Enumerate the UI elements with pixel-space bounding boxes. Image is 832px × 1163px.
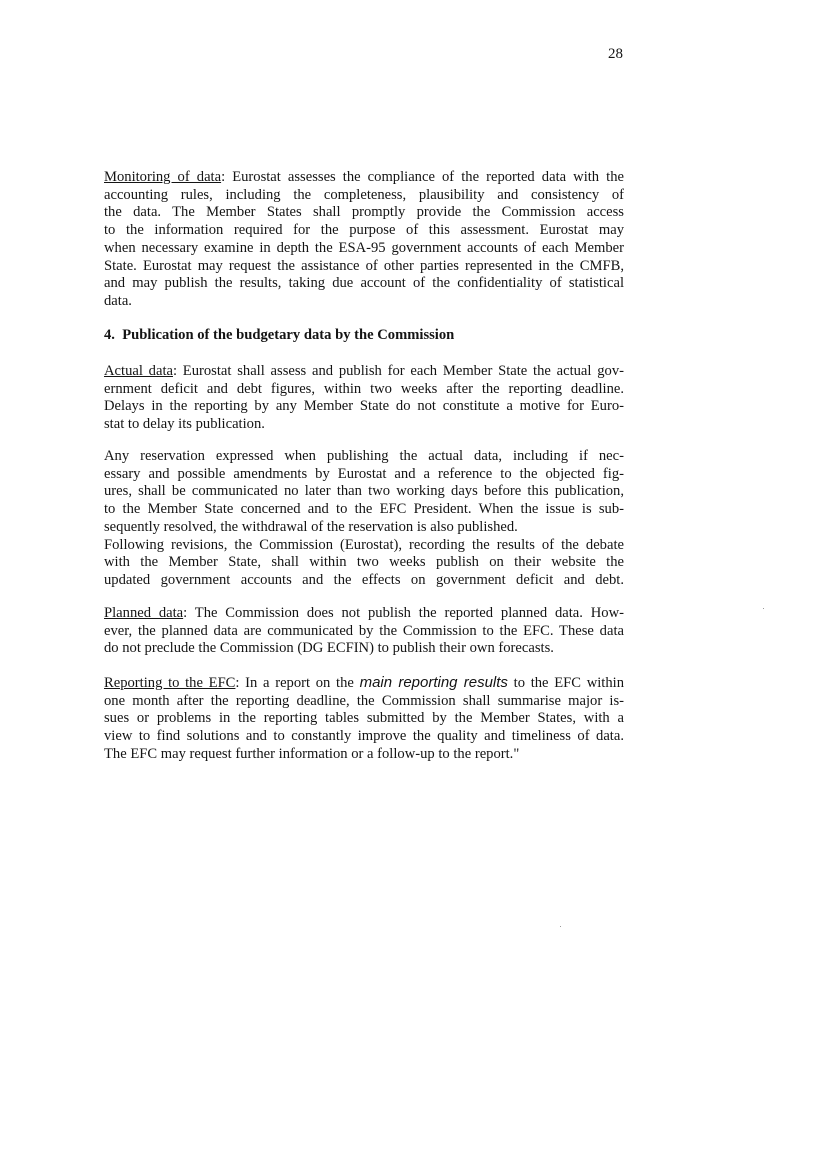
reporting-line-3: sues or problems in the reporting tables submitted by the Member States, with a (104, 710, 624, 727)
reservation-line-7: with the Member State, shall within two weeks publish on their website the (104, 554, 624, 571)
reporting-label: Reporting to the EFC (104, 675, 236, 691)
reporting-emphasis: main reporting results (359, 674, 508, 691)
reservation-line-5: sequently resolved, the withdrawal of the reservation is also published. (104, 518, 518, 535)
reservation-line-4: to the Member State concerned and to the EFC President. When the issue is sub- (104, 501, 624, 518)
scan-speck (560, 926, 561, 927)
paragraph-line (104, 169, 624, 187)
scan-speck (763, 608, 764, 609)
paragraph-reservation (104, 448, 624, 590)
planned-line-1: : The Commission does not publish the reported planned data. How- (183, 605, 624, 621)
paragraph-reporting (104, 674, 624, 764)
paragraph-line (104, 674, 624, 693)
reporting-line-4: view to find solutions and to constantly improve the quality and timeliness of data. (104, 728, 624, 745)
reservation-line-1: Any reservation expressed when publishing the actual data, including if nec- (104, 448, 624, 464)
actual-line-4: stat to delay its publication. (104, 416, 265, 433)
page-number: 28 (608, 46, 623, 62)
monitoring-line-4: to the information required for the purpose of this assessment. Eurostat may (104, 222, 624, 239)
paragraph-actual (104, 363, 624, 434)
monitoring-line-6: State. Eurostat may request the assistance of other parties represented in the CMFB, (104, 257, 624, 274)
section-heading: 4. Publication of the budgetary data by the Commission (104, 327, 455, 343)
actual-line-3: Delays in the reporting by any Member State do not constitute a motive for Euro- (104, 398, 624, 415)
reporting-line-5: The EFC may request further information or a follow-up to the report." (104, 745, 520, 762)
reporting-line-1-pre: : In a report on the (235, 675, 360, 691)
actual-line-2: ernment deficit and debt figures, within two weeks after the reporting deadline. (104, 380, 624, 397)
monitoring-line-3: the data. The Member States shall promptly provide the Commission access (104, 204, 624, 221)
reservation-line-8: updated government accounts and the effects on government deficit and debt. (104, 571, 624, 588)
monitoring-label: Monitoring of data (104, 169, 222, 185)
reservation-line-6: Following revisions, the Commission (Eurostat), recording the results of the debate (104, 536, 624, 553)
planned-line-2: ever, the planned data are communicated by the Commission to the EFC. These data (104, 622, 624, 639)
paragraph-monitoring (104, 169, 624, 311)
monitoring-line-2: accounting rules, including the completeness, plausibility and consistency of (104, 186, 624, 203)
actual-label: Actual data (104, 363, 173, 379)
reporting-line-1-post: to the EFC within (507, 675, 624, 691)
paragraph-line (104, 363, 624, 381)
paragraph-line (104, 605, 624, 623)
reservation-line-2: essary and possible amendments by Eurostat and a reference to the objected fig- (104, 465, 624, 482)
paragraph-planned (104, 605, 624, 658)
monitoring-line-1: : Eurostat assesses the compliance of the reported data with the (221, 169, 624, 185)
monitoring-line-8: data. (104, 292, 132, 309)
reservation-line-3: ures, shall be communicated no later than two working days before this publication, (104, 483, 624, 500)
planned-label: Planned data (104, 605, 184, 621)
planned-line-3: do not preclude the Commission (DG ECFIN) to publish their own forecasts. (104, 640, 554, 657)
monitoring-line-7: and may publish the results, taking due account of the confidentiality of statistical (104, 275, 624, 292)
actual-line-1: : Eurostat shall assess and publish for each Member State the actual gov- (172, 363, 624, 379)
monitoring-line-5: when necessary examine in depth the ESA-95 government accounts of each Member (104, 239, 624, 256)
reporting-line-2: one month after the reporting deadline, the Commission shall summarise major is- (104, 692, 624, 709)
